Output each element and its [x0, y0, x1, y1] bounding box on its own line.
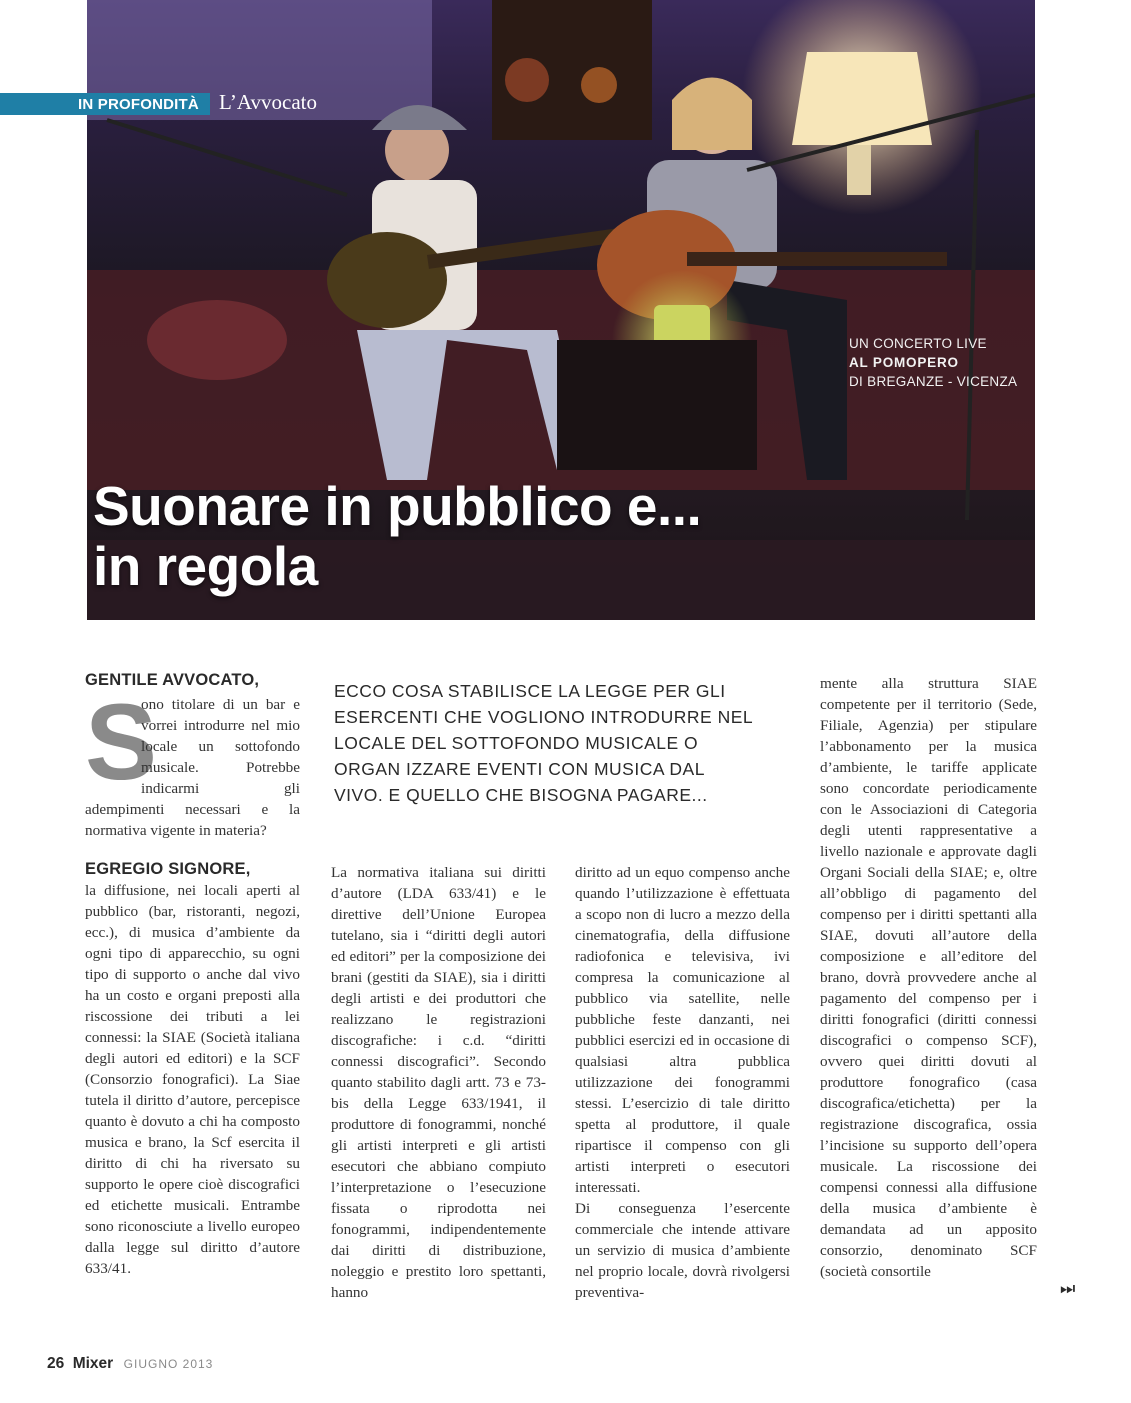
drop-cap: S: [85, 681, 158, 802]
answer-column-2: La normativa italiana sui diritti d’autore (LDA 633/41) e le direttive dell’Unione Europea tutelano, sia i “diritti degli autori ed editori” per la composizione dei brani (gestiti da SIAE), sia i diritti degli artisti e dei produttori che realizzano le registrazioni discografiche: i c.d. “diritti connessi discografici”. Secondo quanto stabilito dagli artt. 73 e 73-bis della Legge 633/1941, il produttore di fonogrammi, nonché gli artisti interpreti e gli artisti esecutori che abbiano compiuto l’interpretazione o l’esecuzione fissata o riprodotta nei fonogrammi, indipendentemente dai diritti di distribuzione, noleggio e prestito loro spettanti, hanno: [331, 864, 546, 1301]
question-heading: GENTILE AVVOCATO,: [85, 671, 260, 689]
photo-caption: [849, 334, 1017, 391]
page-footer: [47, 1355, 213, 1373]
page-number: 26: [47, 1355, 65, 1372]
question-block: [85, 670, 300, 841]
section-label: IN PROFONDITÀ: [78, 96, 199, 113]
answer-heading: EGREGIO SIGNORE,: [85, 860, 251, 878]
fast-forward-icon: ⏭: [1060, 1279, 1076, 1299]
answer-column-3: [575, 862, 790, 1303]
section-sub-label: L’Avvocato: [219, 90, 317, 114]
answer-column-1: [85, 859, 300, 1279]
magazine-name: Mixer: [72, 1355, 114, 1372]
headline-line-2: in regola: [93, 535, 318, 597]
question-text: ono titolare di un bar e vorrei introdurre nel mio locale un sottofondo musicale. Potrebbe indicarmi gli adempimenti necessari e la normativa vigente in materia?: [85, 696, 300, 839]
issue-date: GIUGNO 2013: [123, 1357, 214, 1371]
answer-text-col3a: diritto ad un equo compenso anche quando l’utilizzazione è effettuata a scopo non di lucro a mezzo della cinematografia, della diffusione radiofonica e televisiva, ivi compresa la comunicazione al pubblico via satellite, nelle pubbliche feste danzanti, nei pubblici esercizi ed in occasione di qualsiasi altra pubblica utilizzazione dei fonogrammi stessi. L’esercizio di tale diritto spetta al produttore, il quale ripartisce il compenso con gli artisti interpreti o esecutori interessati.: [575, 864, 790, 1196]
answer-text-col3b: Di conseguenza l’esercente commerciale che intende attivare un servizio di musica d’ambiente nel proprio locale, dovrà rivolgersi preventiva-: [575, 1200, 790, 1301]
pull-quote: ECCO COSA STABILISCE LA LEGGE PER GLI ESERCENTI CHE VOGLIONO INTRODURRE NEL LOCALE DEL SOTTOFONDO MUSICALE O ORGAN IZZARE EVENTI CON MUSICA DAL VIVO. E QUELLO CHE BISOGNA PAGARE...: [334, 681, 753, 805]
answer-text-col1: la diffusione, nei locali aperti al pubblico (bar, ristoranti, negozi, ecc.), di musica d’ambiente da ogni tipo di apparecchio, su ogni tipo di supporto o anche dal vivo ha un costo e organi preposti alla riscossione dei tributi a lei connessi: la SIAE (Società italiana degli autori ed editori) e la SCF (Consorzio fonografici). La Siae tutela il diritto d’autore, percepisce quanto è dovuto a chi ha composto musica e brano, la Scf esercita il diritto di chi ha riversato su supporto le opere cioè discografici ed etichette musicali. Entrambe sono riconosciute a livello europeo dalla legge sul diritto d’autore 633/41.: [85, 882, 300, 1277]
article-headline: [93, 476, 701, 596]
answer-column-4: mente alla struttura SIAE competente per il territorio (Sede, Filiale, Agenzia) per stipulare l’abbonamento per la musica d’ambiente, le tariffe applicate sono concordate periodicamente con le Associazioni di Categoria degli utenti rappresentative a livello nazionale e approvate dagli Organi Sociali della SIAE; e, oltre all’obbligo di pagamento del compenso per i diritti spettanti alla SIAE, dovuti all’autore della composizione e all’editore del brano, dovrà provvedere anche al pagamento del compenso per i diritti fonografici (diritti connessi discografici o compenso SCF), ovvero quei diritti dovuti al produttore fonografico (casa discografica/etichetta) per la registrazione discografica, ossia l’incisione su supporto dell’opera musicale. La riscossione dei compensi connessi alla diffusione della musica d’ambiente è demandata ad un apposito consorzio, denominato SCF (società consortile: [820, 675, 1037, 1280]
caption-line-3: DI BREGANZE - VICENZA: [849, 374, 1018, 389]
caption-line-1: UN CONCERTO LIVE: [849, 336, 987, 351]
caption-line-2: AL POMOPERO: [849, 355, 959, 370]
headline-line-1: Suonare in pubblico e...: [93, 475, 702, 537]
